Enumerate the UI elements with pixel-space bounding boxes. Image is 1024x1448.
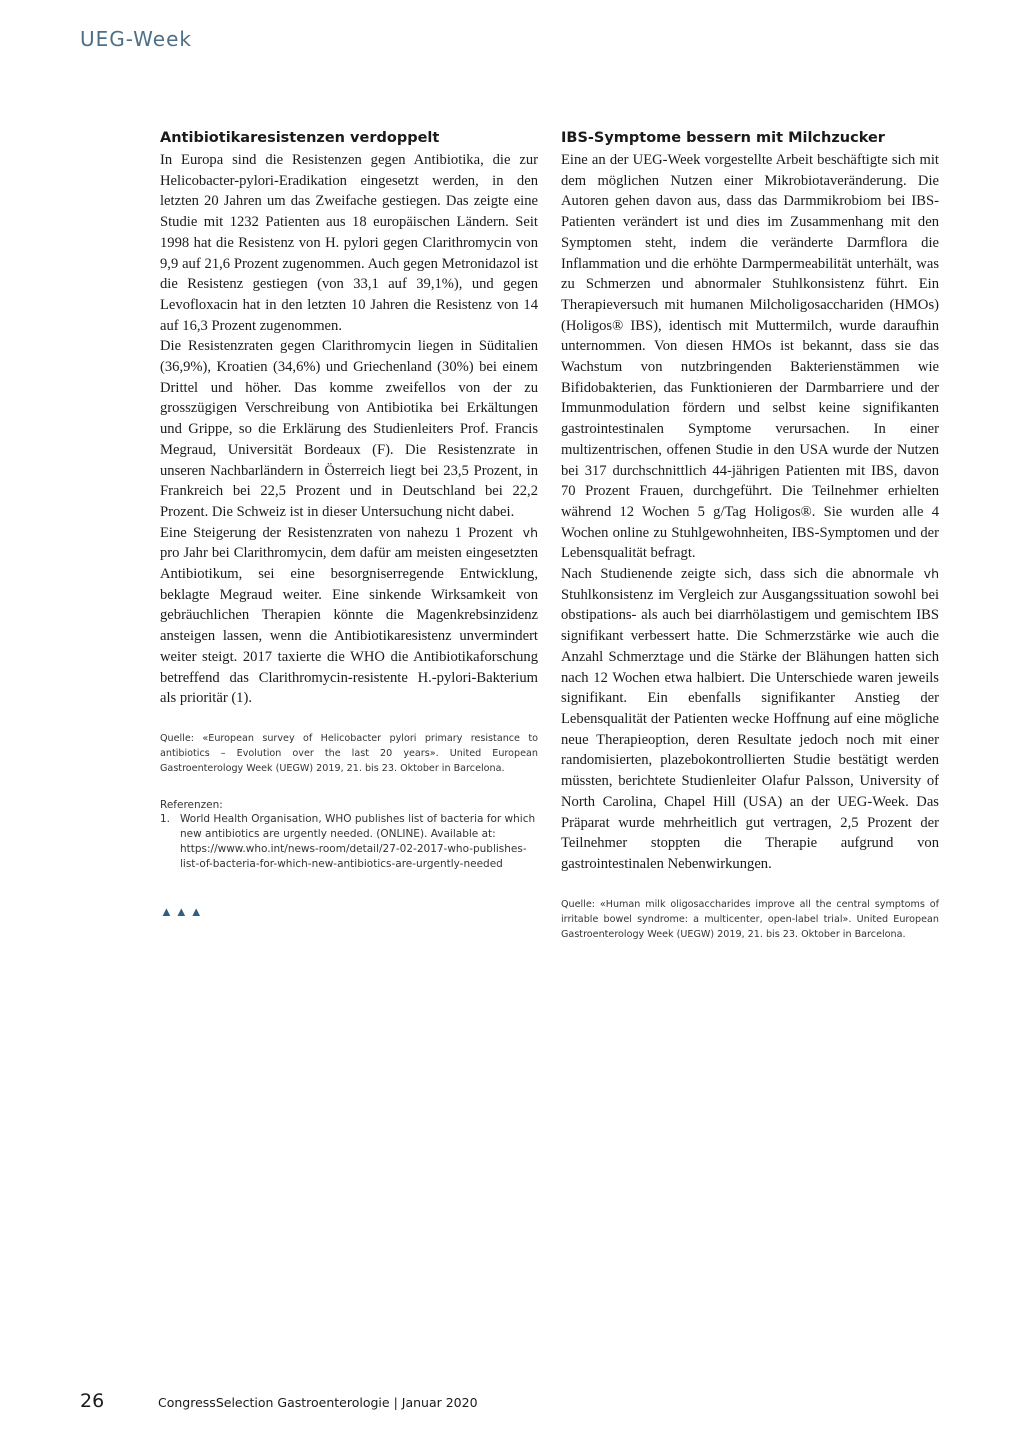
references-heading: Referenzen: <box>160 798 223 811</box>
article-paragraph <box>160 523 538 709</box>
paragraph-text: Nach Studienende zeigte sich, dass sich die abnormale Stuhlkonsistenz im Vergleich zur Ausgangssituation sowohl bei obstipations- als auch bei diarrhölastigem und gemischtem IBS signifikant verbessert hatte. Die Schmerzstärke wie auch die Anzahl Schmerztage und die Stärke der Blähungen hatten sich nach 12 Wochen etwa halbiert. Die Unterschiede waren jeweils signifikant. Ein ebenfalls signifikanter Anstieg der Lebensqualität der Patienten wecke Hoffnung auf eine mögliche neue Therapieoption, deren Resultate jedoch noch mit einer randomisierten, plazebokontrollierten Studie bestätigt werden müssten, berichtete Studienleiter Olafur Palsson, University of North Carolina, Chapel Hill (USA) an der UEG-Week. Das Präparat wurde mehrheitlich gut vertragen, 2,5 Prozent der Teilnehmer stoppten die Therapie aufgrund von gastrointestinalen Nebenwirkungen. <box>561 566 939 872</box>
article-paragraph: In Europa sind die Resistenzen gegen Antibiotika, die zur Helicobacter-pylori-Eradikation eingesetzt werden, in den letzten 20 Jahren um das Zweifache gestiegen. Das zeigte eine Studie mit 1232 Patienten aus 18 europäischen Ländern. Seit 1998 hat die Resistenz von H. pylori gegen Clarithromycin von 9,9 auf 21,6 Prozent zugenommen. Auch gegen Metronidazol ist die Resistenz gestiegen (von 33,1 auf 39,1%), und gegen Levofloxacin hat in den letzten 10 Jahren die Resistenz von 14 auf 16,3 Prozent zugenommen. <box>160 152 538 334</box>
end-marker-icon: ▲▲▲ <box>160 903 205 919</box>
journal-info: CongressSelection Gastroenterologie | Januar 2020 <box>158 1395 478 1410</box>
article-paragraph <box>561 564 939 875</box>
paragraph-text: Eine Steigerung der Resistenzraten von nahezu 1 Prozent pro Jahr bei Clarithromycin, dem dafür am meisten eingesetzten Antibiotikum, sei eine besorgniserregende Entwicklung, beklagte Megraud weiter. Eine sinkende Wirksamkeit von gebräuchlichen Therapien könnte die Magenkrebsinzidenz ansteigen lassen, wenn die Antibiotikaresistenz unvermindert weiter steigt. 2017 taxierte die WHO die Antibiotikaforschung betreffend das Clarithromycin-resistente H.-pylori-Bakterium als prioritär (1). <box>160 524 538 707</box>
source-note: Quelle: «European survey of Helicobacter pylori primary resistance to antibiotics – Evolution over the last 20 years». United European Gastroenterology Week (UEGW) 2019, 21. bis 23. Oktober in Barcelona. <box>160 732 538 774</box>
article-right <box>561 128 939 942</box>
reference-number: 1. <box>160 812 171 825</box>
article-title: Antibiotikaresistenzen verdoppelt <box>160 130 440 146</box>
article-title: IBS-Symptome bessern mit Milchzucker <box>561 130 885 146</box>
section-label: UEG-Week <box>80 27 192 51</box>
reference-text: World Health Organisation, WHO publishes list of bacteria for which new antibiotics are urgently needed. (ONLINE). Available at: https://www.who.int/news-room/detail/27-02-2017-who-publishes-list-of-bacteria-for-which-new-antibiotics-are-urgently-needed <box>180 812 536 870</box>
author-signature: vh <box>522 524 538 540</box>
article-paragraph: Eine an der UEG-Week vorgestellte Arbeit beschäftigte sich mit dem möglichen Nutzen einer Mikrobiotaveränderung. Die Autoren gehen davon aus, dass das Darmmikrobiom bei IBS-Patienten verändert ist und dies im Zusammenhang mit den Symptomen steht, indem die veränderte Darmflora die Inflammation und die erhöhte Darmpermeabilität unterhält, was zu Schmerzen und abnormaler Stuhlkonsistenz führt. Ein Therapieversuch mit humanen Milcholigosacchariden (HMOs) (Holigos® IBS), identisch mit Muttermilch, wurde daraufhin unternommen. Von diesen HMOs ist bekannt, dass sie das Wachstum von nutzbringenden Bakterienstämmen wie Bifidobakterien, das Funktionieren der Darmbarriere und der Immunmodulation fördern und selbst keine signifikanten gastrointestinalen Symptome verursachen. In einer multizentrischen, offenen Studie in den USA wurde der Nutzen bei 317 durchschnittlich 44-jährigen Patienten mit IBS, davon 70 Prozent Frauen, durchgeführt. Die Teilnehmer erhielten während 12 Wochen 5 g/Tag Holigos®. Sie wurden alle 4 Wochen online zu Stuhlgewohnheiten, IBS-Symptomen und der Lebensqualität befragt. <box>561 152 939 562</box>
source-note: Quelle: «Human milk oligosaccharides improve all the central symptoms of irritable bowel syndrome: a multicenter, open-label trial». United European Gastroenterology Week (UEGW) 2019, 21. bis 23. Oktober in Barcelona. <box>561 898 939 940</box>
article-paragraph: Die Resistenzraten gegen Clarithromycin liegen in Süditalien (36,9%), Kroatien (34,6%) und Griechenland (30%) bei einem Drittel und höher. Das komme zweifellos von der zu grosszügigen Verschreibung von Antibiotika bei Erkältungen und Grippe, so die Erklärung des Studienleiters Prof. Francis Megraud, Universität Bordeaux (F). Die Resistenzrate in unseren Nachbarländern in Österreich liegt bei 23,5 Prozent, in Frankreich bei 22,5 Prozent und in Deutschland bei 22,2 Prozent. Die Schweiz ist in dieser Untersuchung nicht dabei. <box>160 338 538 520</box>
page-footer <box>80 1390 478 1412</box>
author-signature: vh <box>923 566 939 582</box>
article-left <box>160 128 538 920</box>
reference-item <box>160 812 538 872</box>
page-number: 26 <box>80 1390 105 1412</box>
